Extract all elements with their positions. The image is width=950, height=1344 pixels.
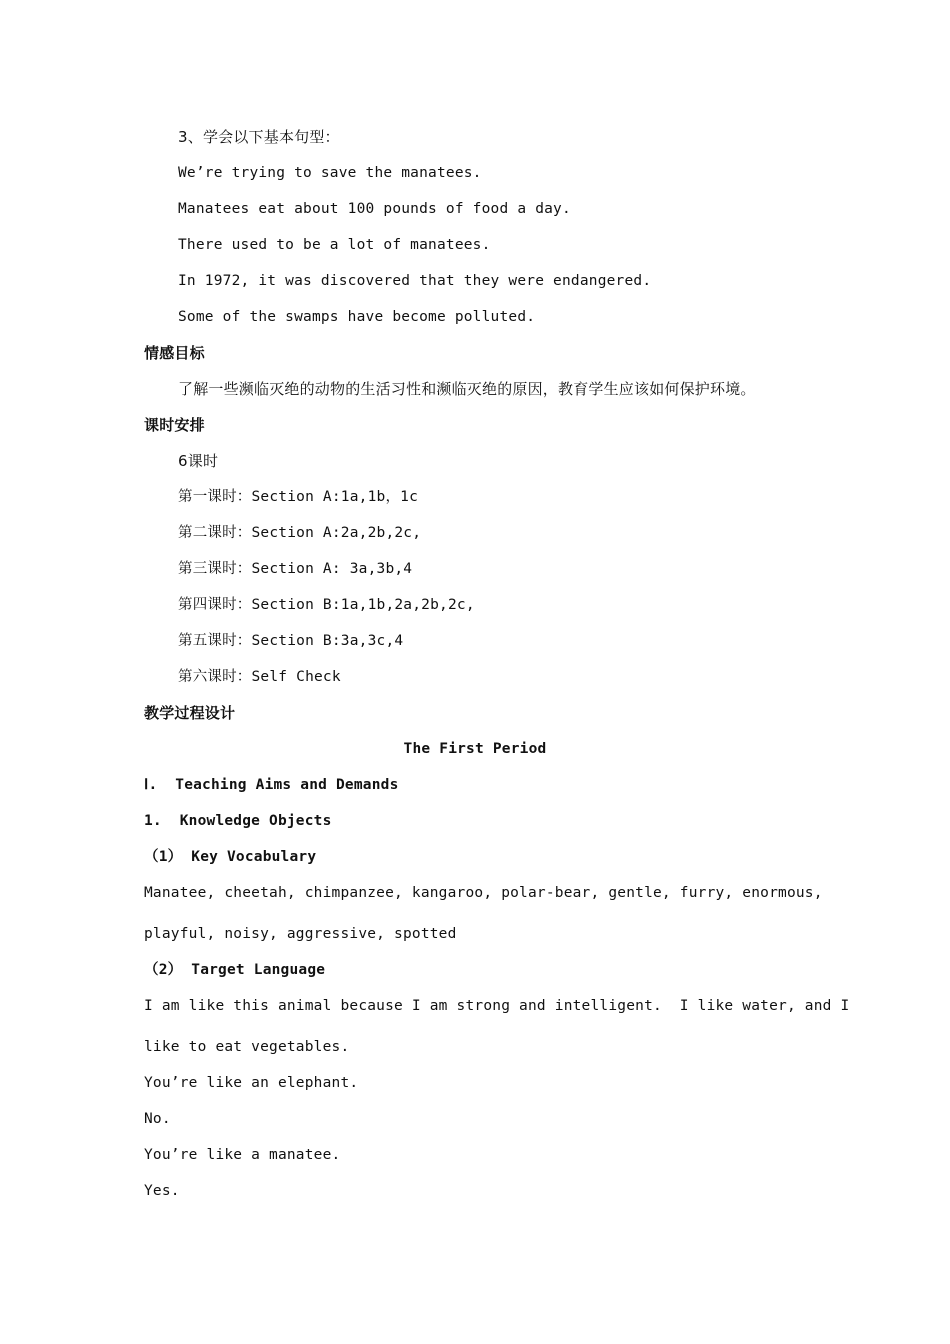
goal-item-3-title: 3、学会以下基本句型： <box>178 128 340 146</box>
target-language-line: like to eat vegetables. <box>144 1039 350 1055</box>
sentence-line: There used to be a lot of manatees. <box>178 237 491 253</box>
schedule-period: 第四课时：Section B:1a,1b,2a,2b,2c, <box>178 597 475 613</box>
key-vocabulary-heading: （1） Key Vocabulary <box>144 849 317 865</box>
period-title: The First Period <box>403 741 547 757</box>
emotion-heading: 情感目标 <box>144 344 205 362</box>
schedule-period: 第一课时：Section A:1a,1b，1c <box>178 489 419 505</box>
knowledge-objects-heading: 1. Knowledge Objects <box>144 813 332 829</box>
target-language-line: Yes. <box>144 1183 180 1199</box>
target-language-line: You’re like an elephant. <box>144 1075 359 1091</box>
schedule-period: 第三课时：Section A: 3a,3b,4 <box>178 561 413 577</box>
target-language-line: You’re like a manatee. <box>144 1147 341 1163</box>
schedule-period: 第二课时：Section A:2a,2b,2c, <box>178 525 422 541</box>
emotion-text: 了解一些濒临灭绝的动物的生活习性和濒临灭绝的原因，教育学生应该如何保护环境。 <box>178 380 756 398</box>
sentence-line: Some of the swamps have become polluted. <box>178 309 536 325</box>
section-i-heading: Ⅰ. Teaching Aims and Demands <box>144 777 399 793</box>
target-language-line: I am like this animal because I am strong and intelligent. I like water, and I <box>144 998 850 1014</box>
schedule-period: 第五课时：Section B:3a,3c,4 <box>178 633 404 649</box>
target-language-heading: （2） Target Language <box>144 962 326 978</box>
schedule-period: 第六课时：Self Check <box>178 669 341 685</box>
sentence-line: In 1972, it was discovered that they were endangered. <box>178 273 652 289</box>
schedule-total: 6课时 <box>178 452 219 470</box>
target-language-line: No. <box>144 1111 171 1127</box>
vocabulary-line: Manatee, cheetah, chimpanzee, kangaroo, polar-bear, gentle, furry, enormous, <box>144 885 823 901</box>
process-heading: 教学过程设计 <box>144 704 236 722</box>
sentence-line: We’re trying to save the manatees. <box>178 165 482 181</box>
schedule-heading: 课时安排 <box>144 416 205 434</box>
vocabulary-line: playful, noisy, aggressive, spotted <box>144 926 457 942</box>
sentence-line: Manatees eat about 100 pounds of food a day. <box>178 201 571 217</box>
